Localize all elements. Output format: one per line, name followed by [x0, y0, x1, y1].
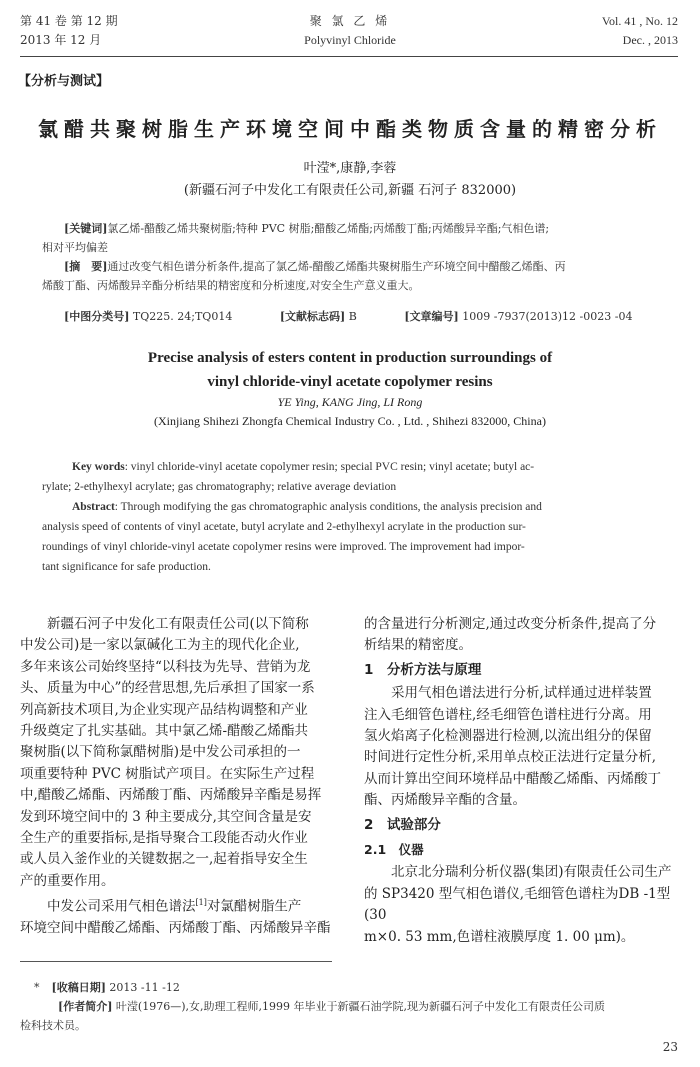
page-number: 23	[662, 1040, 678, 1054]
art-value: 1009 -7937(2013)12 -0023 -04	[462, 310, 633, 323]
doc-value: B	[348, 310, 357, 323]
title-cn: 氯醋共聚树脂生产环境空间中酯类物质含量的精密分析	[38, 117, 662, 141]
keywords-en	[42, 457, 662, 477]
right-line-7: 从而计算出空间环境样品中醋酸乙烯酯、丙烯酸丁	[364, 770, 661, 787]
left-line-1: 新疆石河子中发化工有限责任公司(以下简称	[20, 616, 309, 632]
footnote-author	[20, 997, 684, 1016]
section-2-heading: 2 试验部分	[364, 816, 441, 833]
left-line-9: 中,醋酸乙烯酯、丙烯酸丁酯、丙烯酸异辛酯是易挥	[20, 787, 322, 804]
clc-value: TQ225. 24;TQ014	[132, 310, 233, 323]
clc-field	[64, 310, 254, 323]
abstract-en-label: Abstract	[72, 501, 115, 513]
left-line-5: 列高新技术项目,为企业实现产品结构调整和产业	[20, 701, 308, 718]
left-line-13: 产的重要作用。	[20, 872, 115, 889]
abstract-en	[42, 497, 662, 517]
abstract-cn-text: 通过改变气相色谱分析条件,提高了氯乙烯-醋酸乙烯酯共聚树脂生产环境空间中醋酸乙烯酯、丙	[107, 260, 566, 273]
clc-label: [中图分类号]	[64, 310, 130, 323]
abstract-cn-label: [摘 要]	[64, 260, 108, 273]
right-line-8: 酯、丙烯酸异辛酯的含量。	[364, 792, 526, 809]
right-line-3: 采用气相色谱法进行分析,试样通过进样装置	[364, 685, 652, 702]
right-line-1: 的含量进行分析测定,通过改变分析条件,提高了分	[364, 616, 657, 632]
left-line-14	[20, 892, 338, 918]
received-label: [收稿日期]	[51, 981, 106, 994]
left-line-6: 升级奠定了扎实基础。其中氯乙烯-醋酸乙烯酯共	[20, 723, 309, 740]
author-bio-label: [作者简介]	[58, 1000, 113, 1013]
left-p2-start: 中发公司采用气相色谱法	[20, 898, 196, 915]
abstract-en-text2: analysis speed of contents of vinyl acetate, butyl acrylate and 2-ethylhexyl acrylate in the production sur-	[42, 521, 526, 533]
left-line-12: 或人员入釜作业的关键数据之一,起着指导安全生	[20, 851, 308, 868]
abstract-cn	[42, 257, 662, 276]
abstract-en-text: : Through modifying the gas chromatographic analysis conditions, the analysis precision and	[114, 501, 542, 513]
keywords-en-label: Key words	[72, 461, 125, 473]
section-2-1-heading: 2.1 仪器	[364, 842, 424, 858]
left-line-4: 头、质量为中心”的经营思想,先后承担了国家一系	[20, 680, 315, 697]
right-line-10: 的 SP3420 型气相色谱仪,毛细管色谱柱为DB -1型(30	[364, 885, 671, 924]
abstract-en-text4: tant significance for safe production.	[42, 561, 211, 573]
left-line-11: 全生产的重要指标,是指导聚合工段能否动火作业	[20, 830, 308, 847]
header-date-en: Dec. , 2013	[622, 33, 678, 47]
left-line-10: 发到环境空间中的 3 种主要成分,其空间含量是安	[20, 808, 312, 825]
left-line-8: 项重要特种 PVC 树脂试产项目。在实际生产过程	[20, 765, 315, 782]
classification-line	[64, 308, 676, 324]
citation-ref-1[interactable]: [1]	[195, 898, 207, 908]
keywords-cn-label: [关键词]	[64, 222, 108, 235]
right-line-11: m×0. 53 mm,色谱柱液膜厚度 1. 00 μm)。	[364, 928, 635, 945]
keywords-en-text: : vinyl chloride-vinyl acetate copolymer resin; special PVC resin; vinyl acetate; butyl ac-	[124, 461, 535, 473]
body-left-column	[20, 614, 338, 940]
header-date-cn: 2013 年 12 月	[20, 33, 102, 47]
keywords-en-text2: rylate; 2-ethylhexyl acrylate; gas chromatography; relative average deviation	[42, 481, 397, 493]
right-line-9: 北京北分瑞利分析仪器(集团)有限责任公司生产	[364, 864, 672, 881]
title-en-line1: Precise analysis of esters content in production surroundings of	[147, 350, 553, 366]
abstract-cn-text2: 烯酸丁酯、丙烯酸异辛酯分析结果的精密度和分析速度,对安全生产意义重大。	[42, 279, 420, 292]
keywords-cn	[42, 219, 662, 238]
body-right-column	[364, 614, 684, 948]
affiliation-cn: (新疆石河子中发化工有限责任公司,新疆 石河子 832000)	[183, 183, 517, 198]
author-bio-text2: 检科技术员。	[20, 1019, 86, 1032]
authors-cn: 叶滢*,康静,李蓉	[303, 161, 397, 176]
art-field	[404, 310, 654, 323]
received-date: 2013 -11 -12	[109, 981, 180, 994]
footnote	[20, 978, 684, 1035]
affiliation-en: (Xinjiang Shihezi Zhongfa Chemical Industry Co. , Ltd. , Shihezi 832000, China)	[154, 414, 546, 428]
header-journal-cn: 聚 氯 乙 烯	[309, 14, 391, 28]
right-line-5: 氢火焰离子化检测器进行检测,以流出组分的保留	[364, 728, 652, 745]
title-en-line2: vinyl chloride-vinyl acetate copolymer resins	[207, 374, 493, 390]
abstract-en-text3: roundings of vinyl chloride-vinyl acetate copolymer resins were improved. The improvement had impor-	[42, 541, 525, 553]
header-right	[602, 13, 678, 48]
doc-label: [文献标志码]	[279, 310, 346, 323]
right-line-4: 注入毛细管色谱柱,经毛细管色谱柱进行分离。用	[364, 706, 652, 723]
art-label: [文章编号]	[404, 310, 459, 323]
footnote-star: *	[34, 981, 40, 994]
left-line-15: 环境空间中醋酸乙烯酯、丙烯酸丁酯、丙烯酸异辛酯	[20, 920, 331, 937]
footnote-divider	[20, 961, 332, 962]
footnote-received	[20, 978, 684, 997]
section-1-heading: 1 分析方法与原理	[364, 661, 482, 678]
header-divider	[20, 56, 678, 57]
left-line-3: 多年来该公司始终坚持“以科技为先导、营销为龙	[20, 658, 311, 675]
doc-field	[280, 310, 379, 323]
header-volume-en: Vol. 41 , No. 12	[601, 14, 678, 28]
en-keyword-abstract-block	[42, 457, 662, 577]
authors-en: YE Ying, KANG Jing, LI Rong	[277, 395, 423, 409]
cn-keyword-abstract-block	[42, 219, 662, 295]
keywords-cn-text: 氯乙烯-醋酸乙烯共聚树脂;特种 PVC 树脂;醋酸乙烯酯;丙烯酸丁酯;丙烯酸异辛酯;气相色谱;	[107, 222, 550, 235]
right-line-6: 时间进行定性分析,采用单点校正法进行定量分析,	[364, 749, 657, 766]
section-tag: 【分析与测试】	[18, 74, 110, 89]
keywords-cn-text2: 相对平均偏差	[42, 241, 108, 254]
title-en	[0, 346, 700, 394]
left-line-2: 中发公司)是一家以氯碱化工为主的现代化企业,	[20, 637, 300, 654]
header-center	[0, 13, 700, 48]
left-p2-end: 对氯醋树脂生产	[206, 898, 302, 915]
header-volume: 第 41 卷 第 12 期	[20, 14, 118, 28]
author-bio-text: 叶滢(1976—),女,助理工程师,1999 年毕业于新疆石油学院,现为新疆石河子中发化工有限责任公司质	[115, 1000, 605, 1013]
right-line-2: 析结果的精密度。	[364, 637, 472, 654]
header-journal-en: Polyvinyl Chloride	[304, 33, 396, 47]
left-line-7: 聚树脂(以下简称氯醋树脂)是中发公司承担的一	[20, 744, 301, 761]
